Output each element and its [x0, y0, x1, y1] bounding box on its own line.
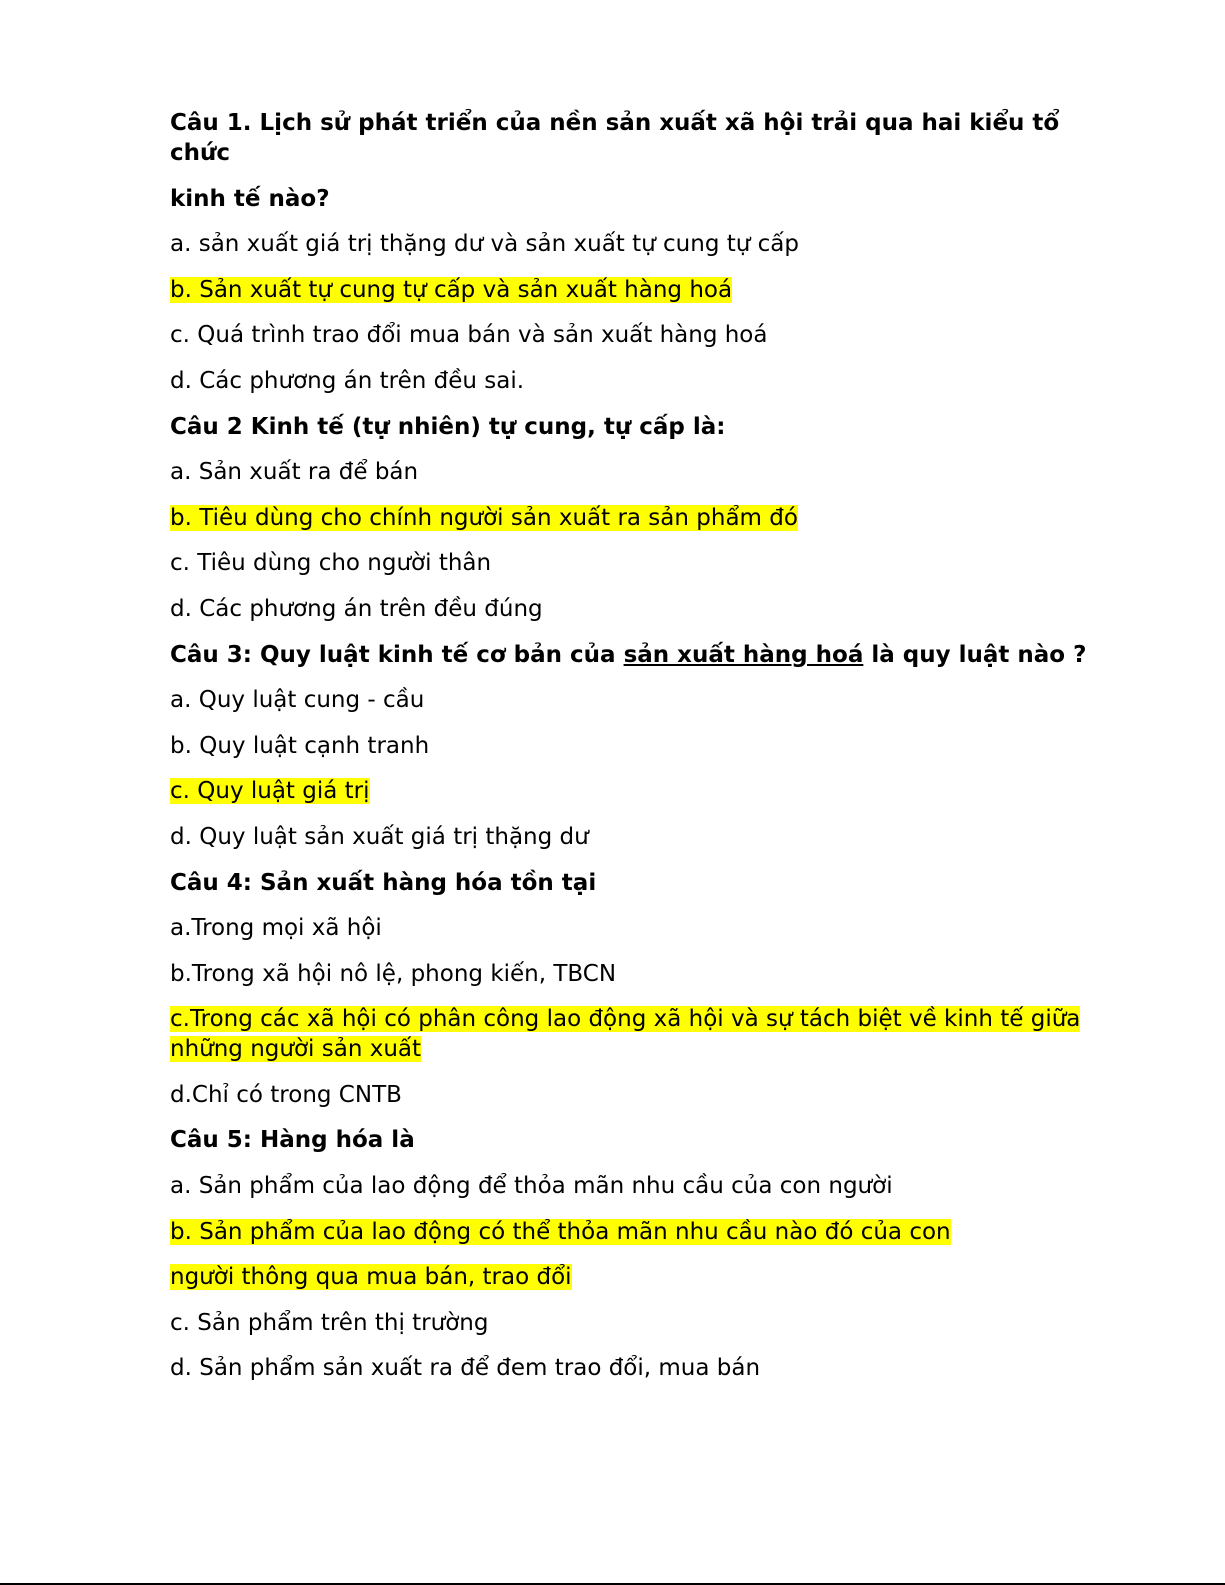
option-text: c. Tiêu dùng cho người thân — [170, 550, 492, 577]
question-1-title — [170, 108, 1110, 168]
question-title-text: là quy luật nào ? — [863, 641, 1087, 668]
option-text: d. Các phương án trên đều đúng — [170, 595, 543, 622]
question-5-option-d — [170, 1353, 1110, 1383]
question-4-option-a — [170, 913, 1110, 943]
question-title-text: Câu 2 Kinh tế (tự nhiên) tự cung, tự cấp là: — [170, 413, 726, 440]
question-title-text: Câu 5: Hàng hóa là — [170, 1127, 415, 1154]
question-3-option-a — [170, 685, 1110, 715]
question-5-option-b-correct — [170, 1217, 1110, 1247]
question-4-option-c-correct — [170, 1004, 1110, 1064]
highlighted-answer: b. Tiêu dùng cho chính người sản xuất ra sản phẩm đó — [170, 504, 798, 531]
question-3-option-c-correct — [170, 776, 1110, 806]
highlighted-answer: b. Sản phẩm của lao động có thể thỏa mãn nhu cầu nào đó của con — [170, 1218, 951, 1245]
question-3-option-d — [170, 822, 1110, 852]
option-text: a.Trong mọi xã hội — [170, 915, 382, 942]
highlighted-answer: b. Sản xuất tự cung tự cấp và sản xuất hàng hoá — [170, 276, 733, 303]
question-2-option-b-correct — [170, 503, 1110, 533]
option-text: a. Sản xuất ra để bán — [170, 459, 419, 486]
underlined-term: sản xuất hàng hoá — [623, 641, 864, 668]
option-text: d. Các phương án trên đều sai. — [170, 367, 525, 394]
option-text: d.Chỉ có trong CNTB — [170, 1081, 402, 1108]
highlighted-answer: c. Quy luật giá trị — [170, 778, 370, 805]
question-1-title-line2: kinh tế nào? — [170, 185, 330, 212]
option-text: c. Sản phẩm trên thị trường — [170, 1309, 489, 1336]
question-1-title-continued — [170, 184, 1110, 214]
option-text: a. Sản phẩm của lao động để thỏa mãn nhu cầu của con người — [170, 1173, 893, 1200]
question-5-option-a — [170, 1171, 1110, 1201]
option-text: c. Quá trình trao đổi mua bán và sản xuất hàng hoá — [170, 322, 768, 349]
question-title-text: Câu 3: Quy luật kinh tế cơ bản của — [170, 641, 624, 668]
question-3-title — [170, 640, 1110, 670]
question-2-title — [170, 412, 1110, 442]
question-5-option-c — [170, 1308, 1110, 1338]
question-1-option-d — [170, 366, 1110, 396]
question-3-option-b — [170, 731, 1110, 761]
question-1-title-line1: Câu 1. Lịch sử phát triển của nền sản xuất xã hội trải qua hai kiểu tổ chức — [170, 110, 1060, 166]
question-2-option-a — [170, 457, 1110, 487]
option-text: b.Trong xã hội nô lệ, phong kiến, TBCN — [170, 960, 617, 987]
option-text: a. sản xuất giá trị thặng dư và sản xuất tự cung tự cấp — [170, 231, 799, 258]
question-4-title — [170, 868, 1110, 898]
question-title-text: Câu 4: Sản xuất hàng hóa tồn tại — [170, 869, 597, 896]
highlighted-answer: người thông qua mua bán, trao đổi — [170, 1264, 572, 1291]
question-2-option-d — [170, 594, 1110, 624]
highlighted-answer: c.Trong các xã hội có phân công lao động xã hội và sự tách biệt về kinh tế giữa những người sản xuất — [170, 1006, 1081, 1063]
question-2-option-c — [170, 548, 1110, 578]
question-4-option-b — [170, 959, 1110, 989]
document-page — [170, 108, 1110, 1399]
question-5-option-b-continued — [170, 1262, 1110, 1292]
question-1-option-b-correct — [170, 275, 1110, 305]
question-1-option-c — [170, 320, 1110, 350]
question-5-title — [170, 1125, 1110, 1155]
option-text: a. Quy luật cung - cầu — [170, 687, 425, 714]
option-text: d. Quy luật sản xuất giá trị thặng dư — [170, 823, 589, 850]
option-text: b. Quy luật cạnh tranh — [170, 732, 430, 759]
question-4-option-d — [170, 1080, 1110, 1110]
question-1-option-a — [170, 229, 1110, 259]
option-text: d. Sản phẩm sản xuất ra để đem trao đổi, mua bán — [170, 1355, 761, 1382]
